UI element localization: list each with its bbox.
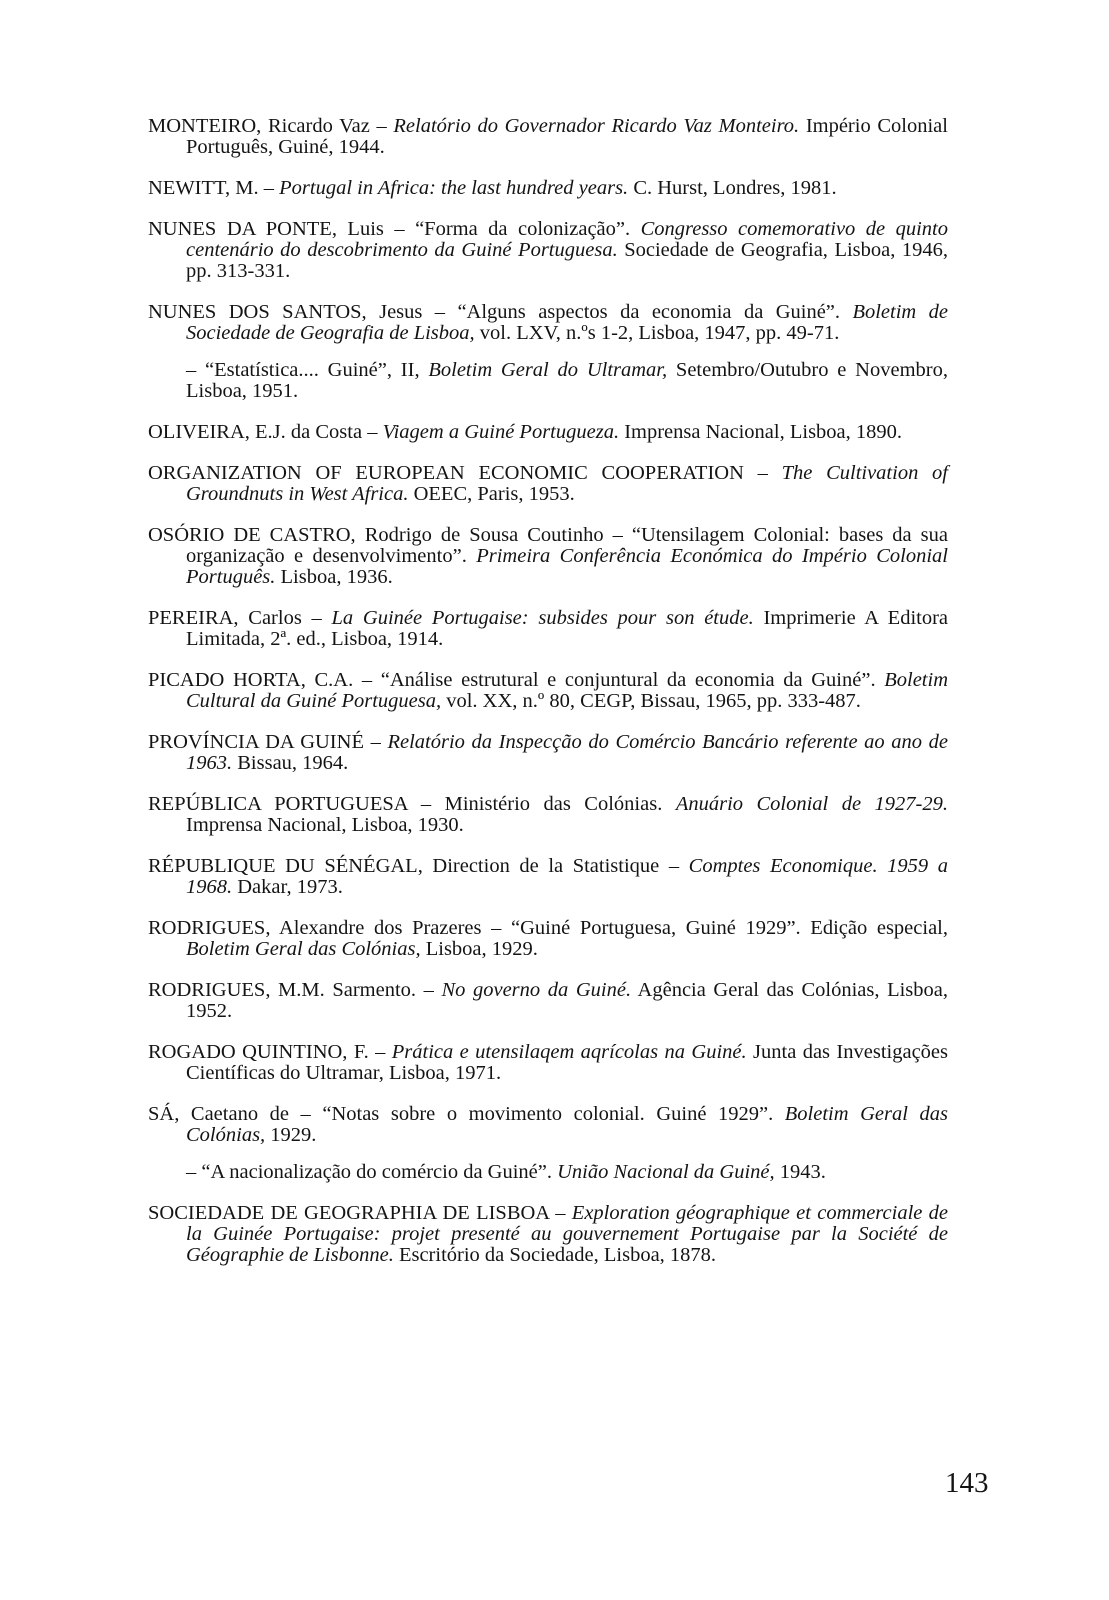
reference-title: Boletim Cultural da Guiné Portuguesa, — [186, 669, 948, 712]
reference-entry — [148, 608, 948, 650]
reference-entry-continuation — [148, 360, 948, 402]
reference-title: Boletim Geral das Colónias, — [186, 1103, 948, 1146]
reference-title: Congresso comemorativo de quinto centenário do descobrimento da Guiné Portuguesa. — [186, 218, 948, 261]
reference-entry — [148, 178, 948, 199]
reference-details: OEEC, Paris, 1953. — [408, 483, 575, 505]
reference-title: Viagem a Guiné Portugueza. — [382, 421, 620, 443]
reference-details: Dakar, 1973. — [232, 876, 343, 898]
reference-title: Exploration géographique et commerciale de la Guinée Portugaise: projet presenté au gouvernement Portugaise par la Société de Géographie de Lisbonne. — [186, 1202, 948, 1266]
reference-author: OLIVEIRA, E.J. da Costa – — [148, 421, 383, 443]
reference-author: SOCIEDADE DE GEOGRAPHIA DE LISBOA – — [148, 1202, 572, 1224]
reference-author: NUNES DA PONTE, Luis – “Forma da colonização”. — [148, 218, 641, 240]
reference-title: Relatório do Governador Ricardo Vaz Monteiro. — [393, 115, 800, 137]
reference-author: SÁ, Caetano de – “Notas sobre o movimento colonial. Guiné 1929”. — [148, 1103, 785, 1125]
reference-details: Junta das Investigações Científicas do Ultramar, Lisboa, 1971. — [186, 1041, 949, 1084]
reference-entry — [148, 219, 948, 282]
reference-author: ROGADO QUINTINO, F. – — [148, 1041, 392, 1063]
reference-entry — [148, 422, 948, 443]
reference-details: C. Hurst, Londres, 1981. — [628, 177, 837, 199]
reference-entry — [148, 302, 948, 344]
reference-details: Sociedade de Geografia, Lisboa, 1946, pp. 313-331. — [186, 239, 948, 282]
reference-title: Boletim Geral do Ultramar, — [428, 359, 668, 381]
reference-title: No governo da Guiné. — [441, 979, 632, 1001]
reference-entry — [148, 1203, 948, 1266]
bibliography-list — [148, 116, 948, 1286]
reference-author: REPÚBLICA PORTUGUESA – Ministério das Colónias. — [148, 793, 676, 815]
reference-details: Lisboa, 1936. — [275, 566, 393, 588]
reference-entry — [148, 918, 948, 960]
reference-entry — [148, 463, 948, 505]
reference-entry — [148, 116, 948, 158]
reference-author: – “Estatística.... Guiné”, II, — [186, 359, 429, 381]
reference-details: Imprensa Nacional, Lisboa, 1890. — [619, 421, 903, 443]
reference-author: OSÓRIO DE CASTRO, Rodrigo de Sousa Coutinho – “Utensilagem Colonial: bases da sua organização e desenvolvimento”. — [148, 524, 948, 567]
reference-details: Bissau, 1964. — [232, 752, 349, 774]
reference-title: União Nacional da Guiné, — [557, 1161, 775, 1183]
reference-entry — [148, 1042, 948, 1084]
reference-title: Comptes Economique. 1959 a 1968. — [186, 855, 948, 898]
reference-title: Portugal in Africa: the last hundred years. — [279, 177, 629, 199]
reference-title: Boletim de Sociedade de Geografia de Lisboa, — [186, 301, 948, 344]
reference-author: PICADO HORTA, C.A. – “Análise estrutural e conjuntural da economia da Guiné”. — [148, 669, 885, 691]
reference-title: Anuário Colonial de 1927-29. — [675, 793, 948, 815]
reference-author: NEWITT, M. – — [148, 177, 280, 199]
reference-details: 1929. — [265, 1124, 317, 1146]
reference-author: NUNES DOS SANTOS, Jesus – “Alguns aspectos da economia da Guiné”. — [148, 301, 853, 323]
reference-author: MONTEIRO, Ricardo Vaz – — [148, 115, 394, 137]
reference-author: – “A nacionalização do comércio da Guiné”. — [186, 1161, 558, 1183]
reference-details: vol. LXV, n.ºs 1-2, Lisboa, 1947, pp. 49-71. — [474, 322, 840, 344]
reference-author: PEREIRA, Carlos – — [148, 607, 332, 629]
reference-title: Primeira Conferência Económica do Império Colonial Português. — [186, 545, 948, 588]
reference-author: RÉPUBLIQUE DU SÉNÉGAL, Direction de la Statistique – — [148, 855, 689, 877]
reference-details: vol. XX, n.º 80, CEGP, Bissau, 1965, pp. 333-487. — [441, 690, 861, 712]
reference-details: Lisboa, 1929. — [420, 938, 538, 960]
reference-details: Setembro/Outubro e Novembro, Lisboa, 1951. — [186, 359, 948, 402]
reference-details: Império Colonial Português, Guiné, 1944. — [186, 115, 948, 158]
reference-author: RODRIGUES, Alexandre dos Prazeres – “Guiné Portuguesa, Guiné 1929”. Edição especial, — [148, 917, 948, 939]
reference-details: Imprensa Nacional, Lisboa, 1930. — [186, 814, 464, 836]
reference-title: La Guinée Portugaise: subsides pour son étude. — [331, 607, 754, 629]
reference-author: PROVÍNCIA DA GUINÉ – — [148, 731, 388, 753]
reference-details: Imprimerie A Editora Limitada, 2ª. ed., Lisboa, 1914. — [186, 607, 949, 650]
reference-entry — [148, 732, 948, 774]
reference-title: Boletim Geral das Colónias, — [186, 938, 421, 960]
reference-details: Agência Geral das Colónias, Lisboa, 1952. — [186, 979, 948, 1022]
reference-entry — [148, 980, 948, 1022]
reference-details: 1943. — [774, 1161, 826, 1183]
page-number: 143 — [945, 1467, 989, 1499]
reference-author: ORGANIZATION OF EUROPEAN ECONOMIC COOPERATION – — [148, 462, 782, 484]
reference-entry — [148, 525, 948, 588]
reference-entry — [148, 856, 948, 898]
reference-author: RODRIGUES, M.M. Sarmento. – — [148, 979, 442, 1001]
reference-entry — [148, 1104, 948, 1146]
reference-title: The Cultivation of Groundnuts in West Africa. — [186, 462, 948, 505]
reference-entry — [148, 794, 948, 836]
reference-title: Prática e utensilaqem aqrícolas na Guiné. — [391, 1041, 747, 1063]
reference-details: Escritório da Sociedade, Lisboa, 1878. — [393, 1244, 717, 1266]
reference-entry-continuation — [148, 1162, 948, 1183]
reference-entry — [148, 670, 948, 712]
reference-title: Relatório da Inspecção do Comércio Bancário referente ao ano de 1963. — [186, 731, 948, 774]
